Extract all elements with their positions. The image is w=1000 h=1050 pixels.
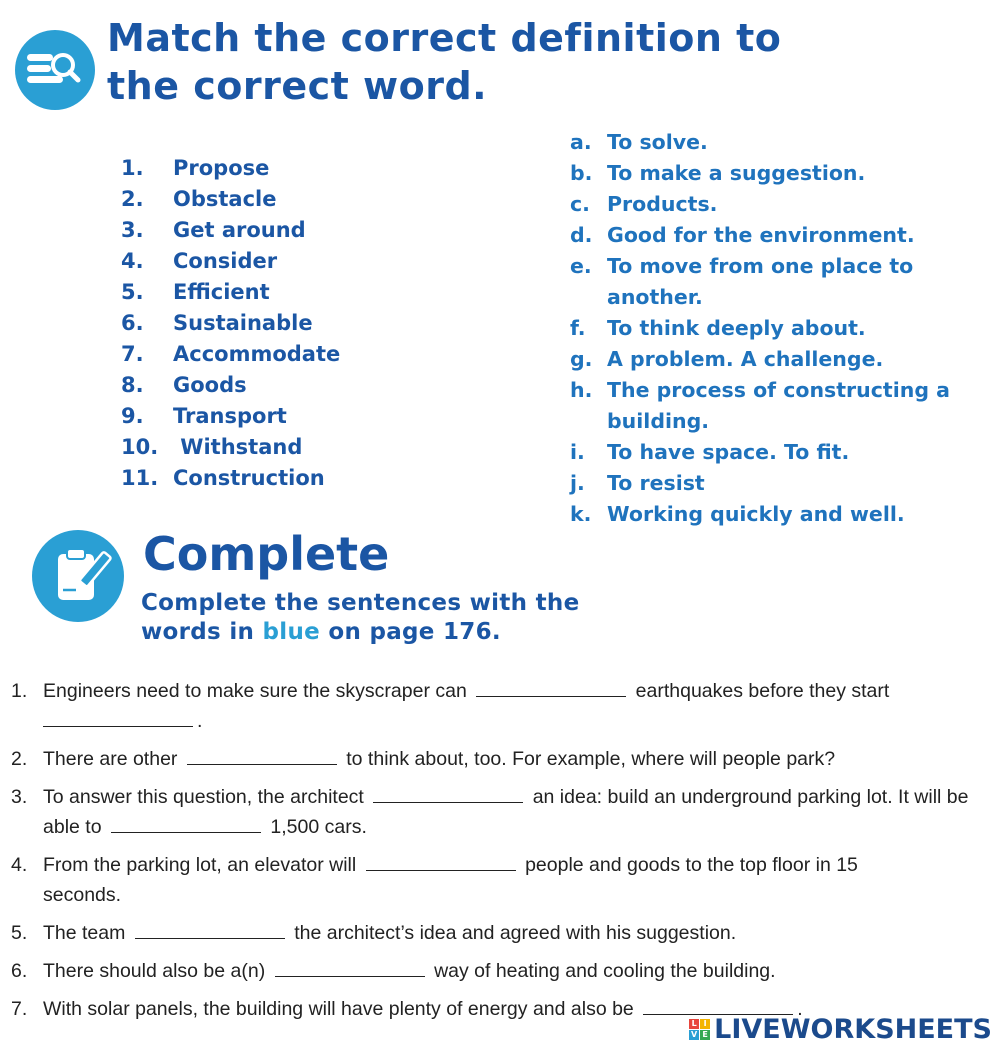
sentence-number: 2. xyxy=(11,748,28,770)
badge-letter: V xyxy=(691,1029,698,1039)
definition-item[interactable] xyxy=(570,344,990,375)
word-number: 8. xyxy=(121,373,144,397)
word-number: 3. xyxy=(121,218,144,242)
definition-text: To think deeply about. xyxy=(607,316,866,340)
word-item[interactable] xyxy=(121,370,340,401)
word-text: Obstacle xyxy=(173,187,277,211)
definition-letter: b. xyxy=(570,161,593,185)
sentence-text: To answer this question, the architect xyxy=(43,786,364,808)
sentence-number: 3. xyxy=(11,786,28,808)
definition-text: To move from one place to another. xyxy=(607,254,914,309)
sentence-text: The team xyxy=(43,922,126,944)
definition-text: To have space. To fit. xyxy=(607,440,850,464)
word-number: 6. xyxy=(121,311,144,335)
answer-blank[interactable] xyxy=(135,924,285,939)
answer-blank[interactable] xyxy=(43,712,193,727)
definition-letter: g. xyxy=(570,347,593,371)
definition-letter: f. xyxy=(570,316,586,340)
search-list-icon xyxy=(15,30,95,110)
definition-item[interactable] xyxy=(570,375,972,437)
logo-badge-icon xyxy=(689,1019,710,1040)
sentence-item xyxy=(11,918,996,948)
liveworksheets-logo[interactable] xyxy=(689,1012,992,1046)
sentence-text: way of heating and cooling the building. xyxy=(434,960,776,982)
sentence-number: 1. xyxy=(11,680,28,702)
word-number: 1. xyxy=(121,156,144,180)
sentence-text: . xyxy=(797,998,803,1020)
sentence-text: From the parking lot, an elevator will xyxy=(43,854,357,876)
word-number: 9. xyxy=(121,404,144,428)
sentence-number: 7. xyxy=(11,998,28,1020)
sentence-text: There should also be a(n) xyxy=(43,960,266,982)
sentence-text: Engineers need to make sure the skyscraper can xyxy=(43,680,467,702)
word-item[interactable] xyxy=(121,215,340,246)
sentence-number: 6. xyxy=(11,960,28,982)
title-line-2: the correct word. xyxy=(107,64,488,108)
definition-text: To make a suggestion. xyxy=(607,161,866,185)
definition-text: To resist xyxy=(607,471,705,495)
word-number: 5. xyxy=(121,280,144,304)
definition-item[interactable] xyxy=(570,468,990,499)
sentence-text: With solar panels, the building will have plenty of energy and also be xyxy=(43,998,634,1020)
instructions-text: words in xyxy=(141,619,263,645)
word-text: Withstand xyxy=(173,435,303,459)
definition-item[interactable] xyxy=(570,499,990,530)
sentence-item xyxy=(11,850,923,910)
word-item[interactable] xyxy=(121,432,340,463)
clipboard-pencil-icon xyxy=(32,530,124,622)
instructions-text: on page 176. xyxy=(320,619,501,645)
word-number: 7. xyxy=(121,342,144,366)
definition-text: To solve. xyxy=(607,130,708,154)
definition-text: Working quickly and well. xyxy=(607,502,905,526)
sentence-text: There are other xyxy=(43,748,178,770)
sentence-text: the architect’s idea and agreed with his suggestion. xyxy=(294,922,737,944)
definition-item[interactable] xyxy=(570,189,990,220)
word-text: Consider xyxy=(173,249,278,273)
word-item[interactable] xyxy=(121,339,340,370)
answer-blank[interactable] xyxy=(476,682,626,697)
sentence-text: . xyxy=(197,710,203,732)
answer-blank[interactable] xyxy=(187,750,337,765)
answer-blank[interactable] xyxy=(275,962,425,977)
sentence-text: 1,500 cars. xyxy=(270,816,367,838)
answer-blank[interactable] xyxy=(111,818,261,833)
section-instructions xyxy=(141,589,580,647)
word-item[interactable] xyxy=(121,463,340,494)
definition-letter: a. xyxy=(570,130,592,154)
word-item[interactable] xyxy=(121,246,340,277)
instructions-blue-word: blue xyxy=(262,619,321,645)
instructions-line-1: Complete the sentences with the xyxy=(141,590,580,616)
word-text: Transport xyxy=(173,404,287,428)
logo-text: LIVEWORKSHEETS xyxy=(714,1013,992,1045)
sentence-text: people and goods to the top floor in 15 seconds. xyxy=(43,854,858,906)
definition-letter: j. xyxy=(570,471,585,495)
answer-blank[interactable] xyxy=(366,856,516,871)
sentence-item xyxy=(11,676,996,736)
definition-letter: e. xyxy=(570,254,592,278)
sentence-text: to think about, too. For example, where will people park? xyxy=(346,748,836,770)
definition-letter: h. xyxy=(570,378,593,402)
page-title xyxy=(107,14,781,110)
definition-item[interactable] xyxy=(570,251,937,313)
sentence-item xyxy=(11,782,996,842)
word-item[interactable] xyxy=(121,308,340,339)
word-text: Goods xyxy=(173,373,247,397)
definition-letter: c. xyxy=(570,192,590,216)
word-item[interactable] xyxy=(121,184,340,215)
definition-item[interactable] xyxy=(570,158,990,189)
definition-letter: d. xyxy=(570,223,593,247)
word-text: Sustainable xyxy=(173,311,313,335)
instructions-line-2 xyxy=(141,618,580,647)
definition-item[interactable] xyxy=(570,127,990,158)
sentence-item xyxy=(11,956,996,986)
word-text: Accommodate xyxy=(173,342,341,366)
definition-text: A problem. A challenge. xyxy=(607,347,884,371)
badge-letter: L xyxy=(689,1019,699,1029)
word-item[interactable] xyxy=(121,153,340,184)
word-text: Get around xyxy=(173,218,306,242)
sentence-text: earthquakes before they start xyxy=(635,680,890,702)
word-text: Construction xyxy=(173,466,325,490)
title-line-1: Match the correct definition to xyxy=(107,16,782,60)
word-item[interactable] xyxy=(121,277,340,308)
definition-letter: k. xyxy=(570,502,592,526)
word-number: 11. xyxy=(121,466,159,490)
definition-item[interactable] xyxy=(570,313,990,344)
definition-item[interactable] xyxy=(570,220,990,251)
word-number: 10. xyxy=(121,435,159,459)
badge-letter: I xyxy=(700,1019,710,1029)
badge-letter: E xyxy=(700,1030,710,1040)
section-title: Complete xyxy=(143,527,390,581)
sentence-list xyxy=(11,676,996,1032)
word-number: 4. xyxy=(121,249,144,273)
sentence-text: an idea: build an underground parking lot. It will be able to xyxy=(43,786,969,838)
definition-item[interactable] xyxy=(570,437,990,468)
word-number: 2. xyxy=(121,187,144,211)
definition-list xyxy=(570,127,990,530)
answer-blank[interactable] xyxy=(373,788,523,803)
definition-text: Good for the environment. xyxy=(607,223,915,247)
sentence-number: 5. xyxy=(11,922,28,944)
definition-text: The process of constructing a building. xyxy=(607,378,950,433)
word-text: Propose xyxy=(173,156,270,180)
word-item[interactable] xyxy=(121,401,340,432)
definition-letter: i. xyxy=(570,440,585,464)
word-list xyxy=(121,153,340,494)
word-text: Efficient xyxy=(173,280,270,304)
definition-text: Products. xyxy=(607,192,718,216)
sentence-number: 4. xyxy=(11,854,28,876)
sentence-item xyxy=(11,744,996,774)
